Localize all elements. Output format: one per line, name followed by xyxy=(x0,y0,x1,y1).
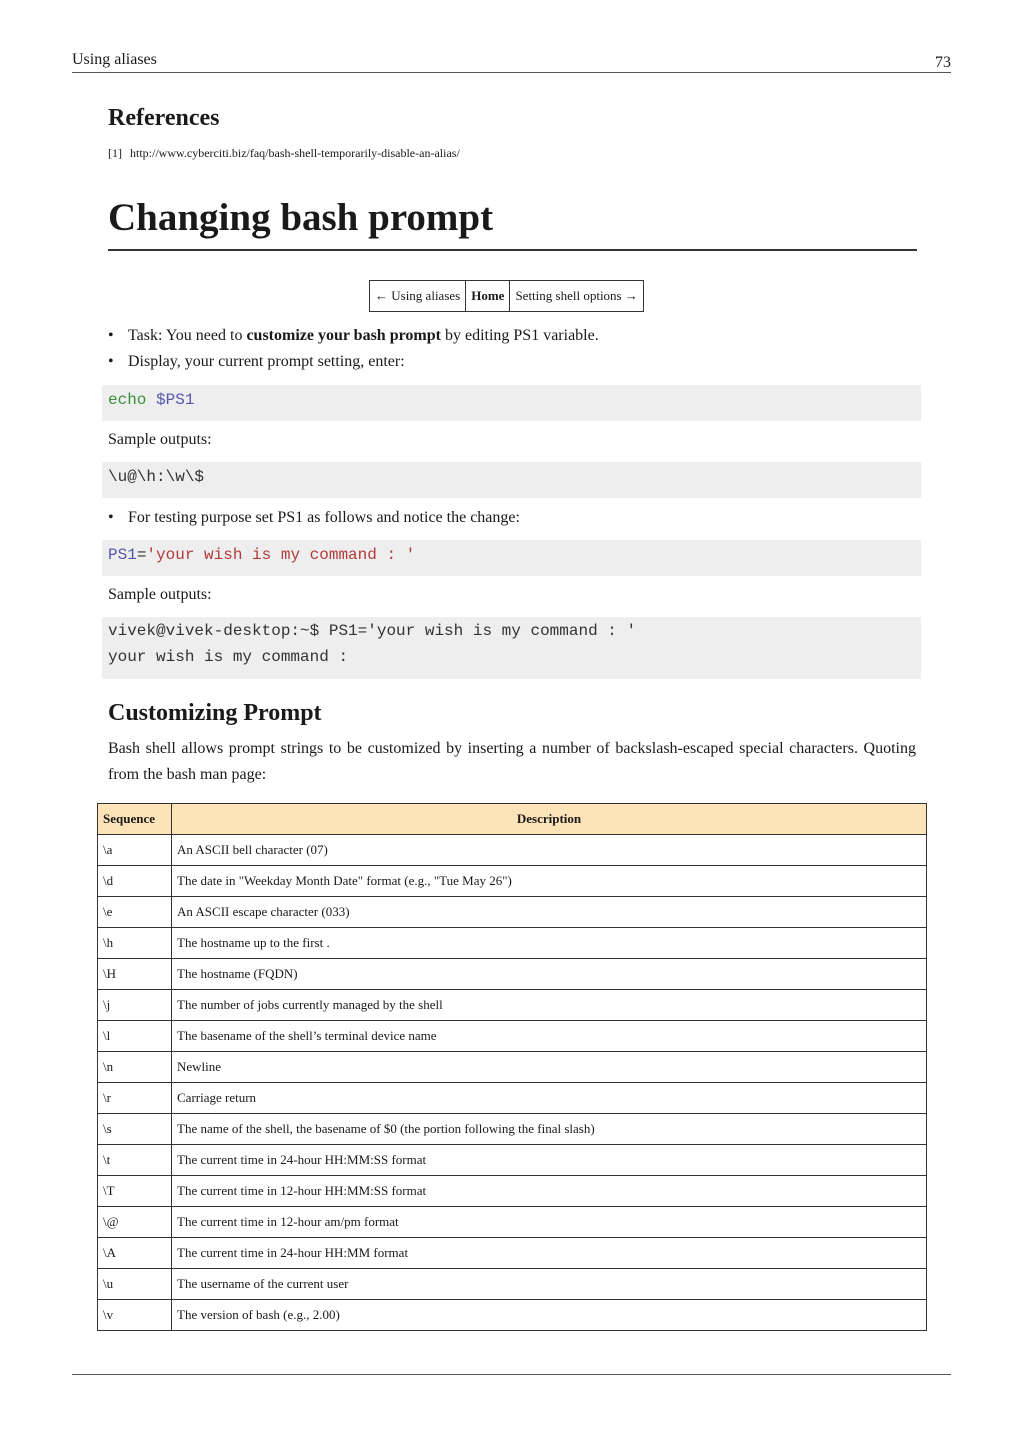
column-header-sequence: Sequence xyxy=(98,804,172,835)
table-row xyxy=(98,928,927,959)
description-cell: The current time in 12-hour am/pm format xyxy=(172,1207,927,1238)
customizing-heading: Customizing Prompt xyxy=(108,700,322,726)
description-cell: An ASCII escape character (033) xyxy=(172,897,927,928)
description-cell: The basename of the shell’s terminal device name xyxy=(172,1021,927,1052)
table-row xyxy=(98,1269,927,1300)
nav-next-link[interactable]: Setting shell options → xyxy=(515,288,638,303)
code-variable: $PS1 xyxy=(156,391,195,409)
reference-link[interactable]: http://www.cyberciti.biz/faq/bash-shell-temporarily-disable-an-alias/ xyxy=(130,146,460,160)
description-cell: The name of the shell, the basename of $0 (the portion following the final slash) xyxy=(172,1114,927,1145)
customizing-paragraph: Bash shell allows prompt strings to be customized by inserting a number of backslash-escaped special characters. Quoting from the bash man page: xyxy=(108,740,916,783)
description-cell: The current time in 24-hour HH:MM:SS format xyxy=(172,1145,927,1176)
code-line: your wish is my command : xyxy=(108,648,349,666)
description-cell: The hostname up to the first . xyxy=(172,928,927,959)
table-row xyxy=(98,866,927,897)
table-row xyxy=(98,990,927,1021)
description-cell: The version of bash (e.g., 2.00) xyxy=(172,1300,927,1331)
table-row xyxy=(98,897,927,928)
column-header-description: Description xyxy=(172,804,927,835)
code-line: \u@\h:\w\$ xyxy=(108,468,205,486)
sequence-cell: \l xyxy=(98,1021,172,1052)
table-row xyxy=(98,1021,927,1052)
nav-prev-link[interactable]: ← Using aliases xyxy=(370,281,466,311)
description-cell: Carriage return xyxy=(172,1083,927,1114)
table-header-row xyxy=(98,804,927,835)
title-divider xyxy=(108,249,917,251)
code-variable: PS1 xyxy=(108,546,137,564)
testing-list xyxy=(108,506,520,532)
table-row xyxy=(98,1145,927,1176)
description-cell: The username of the current user xyxy=(172,1269,927,1300)
description-cell: The hostname (FQDN) xyxy=(172,959,927,990)
table-row xyxy=(98,1207,927,1238)
description-cell: Newline xyxy=(172,1052,927,1083)
description-cell: The current time in 12-hour HH:MM:SS format xyxy=(172,1176,927,1207)
table-row xyxy=(98,835,927,866)
references-heading: References xyxy=(108,105,220,131)
description-cell: The current time in 24-hour HH:MM format xyxy=(172,1238,927,1269)
code-block-prompt-output xyxy=(102,462,921,498)
list-item: • Display, your current prompt setting, enter: xyxy=(108,350,599,376)
list-item: • For testing purpose set PS1 as follows and notice the change: xyxy=(108,506,520,532)
code-line: vivek@vivek-desktop:~$ PS1='your wish is my command : ' xyxy=(108,622,637,640)
sequence-cell: \A xyxy=(98,1238,172,1269)
sample-outputs-label: Sample outputs: xyxy=(108,431,212,448)
sample-outputs-label: Sample outputs: xyxy=(108,586,212,603)
code-operator: = xyxy=(136,546,147,564)
sequence-cell: \h xyxy=(98,928,172,959)
list-item xyxy=(108,324,599,350)
code-command: echo xyxy=(108,391,147,409)
description-cell: The date in "Weekday Month Date" format (e.g., "Tue May 26") xyxy=(172,866,927,897)
reference-item xyxy=(108,146,460,161)
sequence-cell: \d xyxy=(98,866,172,897)
code-string: 'your wish is my command : ' xyxy=(146,546,416,564)
escape-sequence-table xyxy=(97,803,927,1331)
page-title: Changing bash prompt xyxy=(108,196,494,239)
sequence-cell: \e xyxy=(98,897,172,928)
reference-number: [1] xyxy=(108,146,122,160)
table-row xyxy=(98,1114,927,1145)
sequence-cell: \a xyxy=(98,835,172,866)
code-block-echo xyxy=(102,385,921,421)
table-row xyxy=(98,1238,927,1269)
code-block-ps1-output xyxy=(102,617,921,679)
sequence-cell: \n xyxy=(98,1052,172,1083)
page-number: 73 xyxy=(935,54,951,71)
description-cell: The number of jobs currently managed by the shell xyxy=(172,990,927,1021)
nav-box xyxy=(369,280,644,312)
running-title: Using aliases xyxy=(72,51,157,68)
sequence-cell: \T xyxy=(98,1176,172,1207)
sequence-cell: \r xyxy=(98,1083,172,1114)
table-row xyxy=(98,1052,927,1083)
sequence-cell: \j xyxy=(98,990,172,1021)
sequence-cell: \v xyxy=(98,1300,172,1331)
table-row xyxy=(98,1176,927,1207)
sequence-cell: \s xyxy=(98,1114,172,1145)
sequence-cell: \@ xyxy=(98,1207,172,1238)
code-block-set-ps1 xyxy=(102,540,921,576)
table-row xyxy=(98,1083,927,1114)
nav-home-link[interactable]: Home xyxy=(466,281,510,311)
list-text-bold: customize your bash prompt xyxy=(246,327,441,344)
task-list xyxy=(108,324,599,376)
sequence-cell: \u xyxy=(98,1269,172,1300)
table-row xyxy=(98,1300,927,1331)
list-text: by editing PS1 variable. xyxy=(440,327,599,344)
footer-divider xyxy=(72,1374,951,1375)
page-header xyxy=(72,50,951,73)
sequence-cell: \H xyxy=(98,959,172,990)
description-cell: An ASCII bell character (07) xyxy=(172,835,927,866)
table-row xyxy=(98,959,927,990)
sequence-cell: \t xyxy=(98,1145,172,1176)
list-text: Task: You need to xyxy=(128,327,247,344)
